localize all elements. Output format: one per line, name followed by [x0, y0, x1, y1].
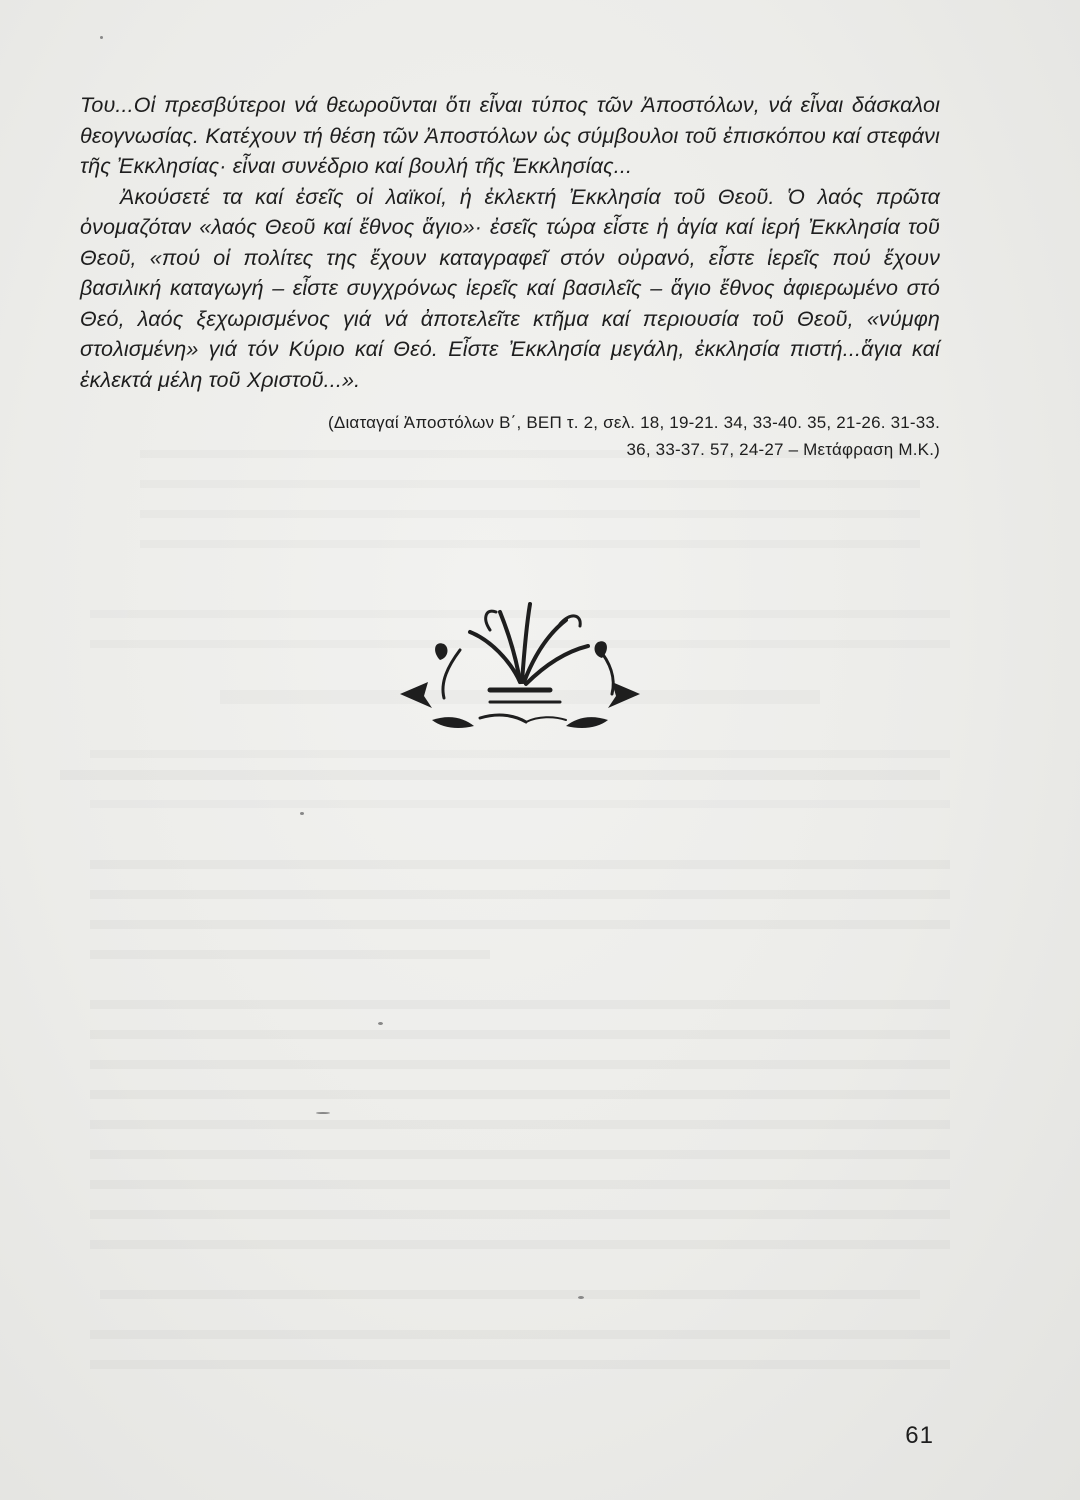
scan-speck: [378, 1022, 383, 1025]
scan-speck: [100, 36, 103, 39]
citation-line-1: (Διαταγαί Ἀποστόλων Β΄, ΒΕΠ τ. 2, σελ. 18, 19-21. 34, 33-40. 35, 21-26. 31-33.: [328, 413, 940, 432]
floral-ornament-icon: [340, 590, 700, 740]
page-number: 61: [905, 1422, 934, 1449]
quote-paragraph-2: Ἀκούσετέ τα καί ἐσεῖς οἱ λαϊκοί, ἡ ἐκλεκτή Ἐκκλησία τοῦ Θεοῦ. Ὁ λαός πρῶτα ὀνομαζόταν «λαός Θεοῦ καί ἔθνος ἅγιο»· ἐσεῖς τώρα εἶστε ἡ ἁγία καί ἱερή Ἐκκλησία τοῦ Θεοῦ, «πού οἱ πολίτες της ἔχουν καταγραφεῖ στόν οὐρανό, εἶστε ἱερεῖς πού ἔχουν βασιλική καταγωγή – εἶστε συγχρόνως ἱερεῖς καί βασιλεῖς – ἅγιο ἔθνος ἀφιερωμένο στό Θεό, λαός ξεχωρισμένος γιά νά ἀποτελεῖτε κτῆμα καί περιουσία τοῦ Θεοῦ, «νύμφη στολισμένη» γιά τόν Κύριο καί Θεό. Εἶστε Ἐκκλησία μεγάλη, ἐκκλησία πιστή...ἅγια καί ἐκλεκτά μέλη τοῦ Χριστοῦ...».: [80, 184, 940, 392]
quoted-passage: [80, 90, 940, 395]
quote-paragraph-1: Του...Οἱ πρεσβύτεροι νά θεωροῦνται ὅτι εἶναι τύπος τῶν Ἀποστόλων, νά εἶναι δάσκαλοι θεογνωσίας. Κατέχουν τή θέση τῶν Ἀποστόλων ὡς σύμβουλοι τοῦ ἐπισκόπου καί στεφάνι τῆς Ἐκκλησίας· εἶναι συνέδριο καί βουλή τῆς Ἐκκλησίας...: [80, 93, 940, 178]
scan-speck: [300, 812, 304, 815]
main-content: [80, 90, 940, 463]
citation-line-2: 36, 33-37. 57, 24-27 – Μετάφραση Μ.Κ.): [626, 440, 940, 459]
scan-speck: [316, 1112, 330, 1114]
scan-speck: [578, 1296, 584, 1299]
citation: [80, 409, 940, 463]
